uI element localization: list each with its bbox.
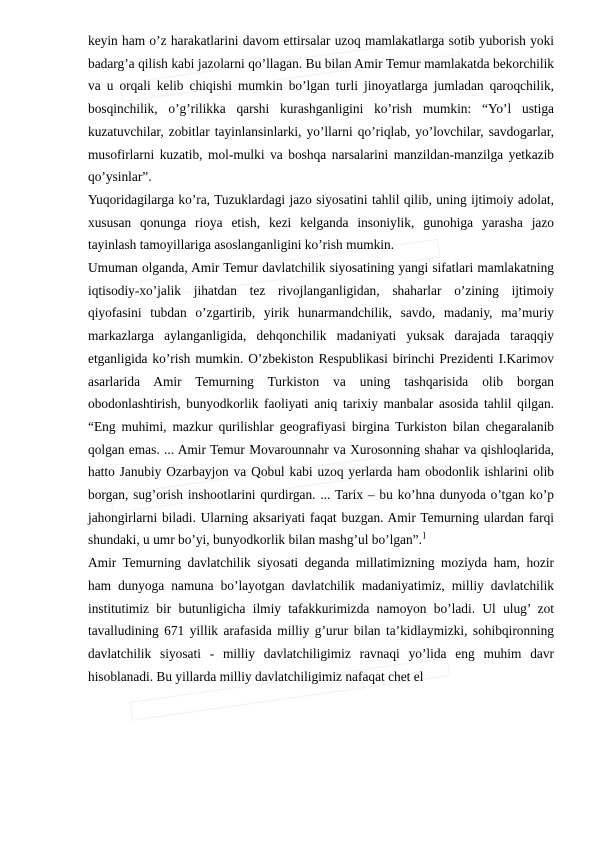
- paragraph-2-text: Yuqoridagilarga ko’ra, Tuzuklardagi jazo siyosatini tahlil qilib, uning ijtimoiy adolat, xususan qonunga rioya etish, kezi kelganda insoniylik, gunohiga yarasha jazo tayinlash tamoyillariga asoslanganligini ko’rish mumkin.: [88, 191, 554, 253]
- paragraph-3: [88, 257, 554, 552]
- paragraph-1-text: keyin ham o’z harakatlarini davom ettirsalar uzoq mamlakatlarga sotib yuborish yoki badarg’a qilish kabi jazolarni qo’llagan. Bu bilan Amir Temur mamlakatda bekorchilik va u orqali kelib chiqishi mumkin bo’lgan turli jinoyatlarga jumladan qaroqchilik, bosqinchilik, o’g’rilikka qarshi kurashganligini ko’rish mumkin: “Yo’l ustiga kuzatuvchilar, zobitlar tayinlansinlarki, yo’llarni qo’riqlab, yo’lovchilar, savdogarlar, musofirlarni kuzatib, mol-mulki va boshqa narsalarini manzildan-manzilga yetkazib qo’ysinlar”.: [88, 33, 554, 185]
- document-body: [88, 30, 554, 688]
- paragraph-4-text: Amir Temurning davlatchilik siyosati deganda millatimizning moziyda ham, hozir ham dunyoga namuna bo’layotgan davlatchilik madaniyatimiz, milliy davlatchilik institutimiz bir butunligicha ilmiy tafakkurimizda namoyon bo’ladi. Ul ulug’ zot tavalludining 671 yillik arafasida milliy g’urur bilan ta’kidlaymizki, sohibqironning davlatchilik siyosati - milliy davlatchiligimiz ravnaqi yo’lida eng muhim davr hisoblanadi. Bu yillarda milliy davlatchiligimiz nafaqat chet el: [88, 555, 554, 684]
- paragraph-4: [88, 552, 554, 688]
- paragraph-1: [88, 30, 554, 189]
- paragraph-2: [88, 189, 554, 257]
- paragraph-3-text: Umuman olganda, Amir Temur davlatchilik siyosatining yangi sifatlari mamlakatning iqtisodiy-xo’jalik jihatdan tez rivojlanganligidan, shaharlar o’zining ijtimoiy qiyofasini tubdan o’zgartirib, yirik hunarmandchilik, savdo, madaniy, ma’muriy markazlarga aylanganligida, dehqonchilik madaniyati yuksak darajada taraqqiy etganligida ko’rish mumkin. O’zbekiston Respublikasi birinchi Prezidenti I.Karimov asarlarida Amir Temurning Turkiston va uning tashqarisida olib borgan obodonlashtirish, bunyodkorlik faoliyati aniq tarixiy manbalar asosida tahlil qilgan. “Eng muhimi, mazkur qurilishlar geografiyasi birgina Turkiston bilan chegaralanib qolgan emas. ... Amir Temur Movarounnahr va Xurosonning shahar va qishloqlarida, hatto Janubiy Ozarbayjon va Qobul kabi uzoq yerlarda ham obodonlik ishlarini olib borgan, sug’orish inshootlarini qurdirgan. ... Tarix – bu ko’hna dunyoda o’tgan ko’p jahongirlarni biladi. Ularning aksariyati faqat buzgan. Amir Temurning ulardan farqi shundaki, u umr bo’yi, bunyodkorlik bilan mashg’ul bo’lgan”.: [88, 260, 554, 548]
- footnote-marker[interactable]: 1: [421, 531, 427, 541]
